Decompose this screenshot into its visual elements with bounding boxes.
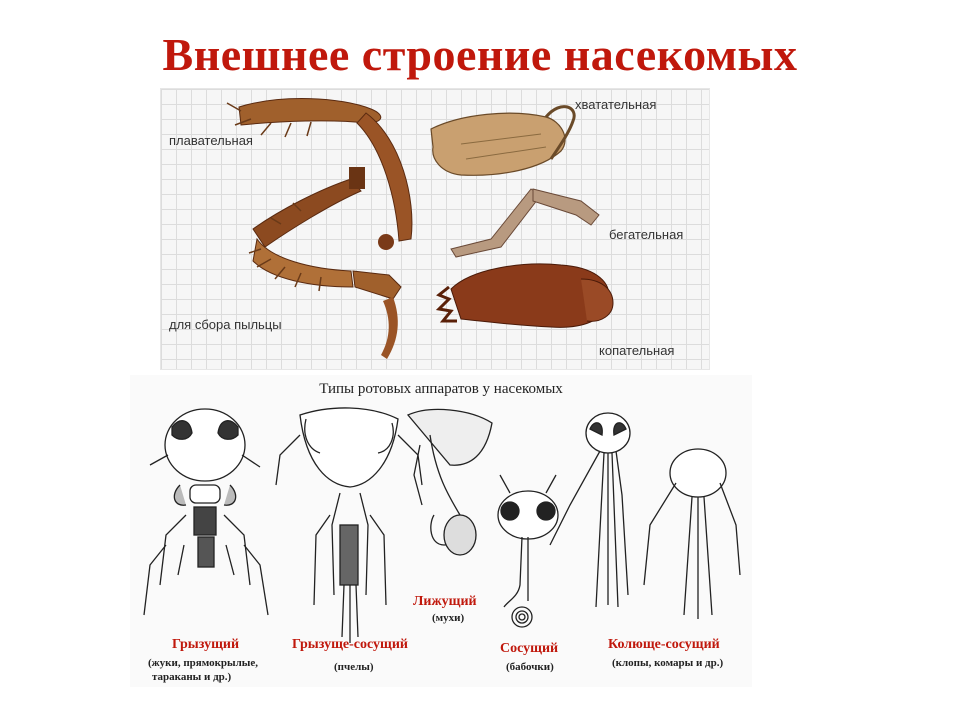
mouthpart-type-chewing-sucking: Грызуще-сосущий [292, 637, 408, 652]
leg-label-grasping: хватательная [575, 97, 657, 112]
piercing-sucking-mouthpart-drawing [550, 413, 740, 619]
running-leg-drawing [451, 189, 599, 257]
chewing-sucking-mouthpart-drawing [276, 408, 422, 643]
mouthpart-note-sucking: (бабочки) [506, 661, 554, 673]
mouthpart-type-piercing-sucking: Колюще-сосущий [608, 637, 720, 652]
mouthparts-illustration [130, 375, 752, 687]
leg-label-pollen: для сбора пыльцы [169, 317, 282, 332]
grasping-leg-drawing [431, 107, 574, 176]
mouthpart-note-chewing-sucking: (пчелы) [334, 661, 374, 673]
mouthpart-note-chewing-line1: (жуки, прямокрылые, [148, 657, 259, 669]
digging-leg-drawing [439, 264, 613, 327]
licking-mouthpart-drawing [408, 409, 492, 555]
leg-label-swimming: плавательная [169, 133, 253, 148]
mouthpart-type-sucking: Сосущий [500, 641, 559, 656]
insect-legs-illustration [160, 88, 710, 370]
mouthpart-type-chewing: Грызущий [172, 637, 240, 652]
mouthpart-type-licking: Лижущий [413, 594, 477, 609]
leg-label-running: бегательная [609, 227, 684, 242]
sucking-mouthpart-drawing [498, 475, 558, 627]
slide-title: Внешнее строение насекомых [162, 29, 798, 80]
leg-label-digging: копательная [599, 343, 675, 358]
chewing-mouthpart-drawing [144, 409, 268, 615]
mouthpart-note-chewing-line2: тараканы и др.) [152, 671, 232, 683]
mouthparts-title: Типы ротовых аппаратов у насекомых [319, 381, 563, 397]
mouthpart-note-piercing-sucking: (клопы, комары и др.) [612, 657, 724, 669]
mouthpart-note-licking: (мухи) [432, 612, 465, 624]
